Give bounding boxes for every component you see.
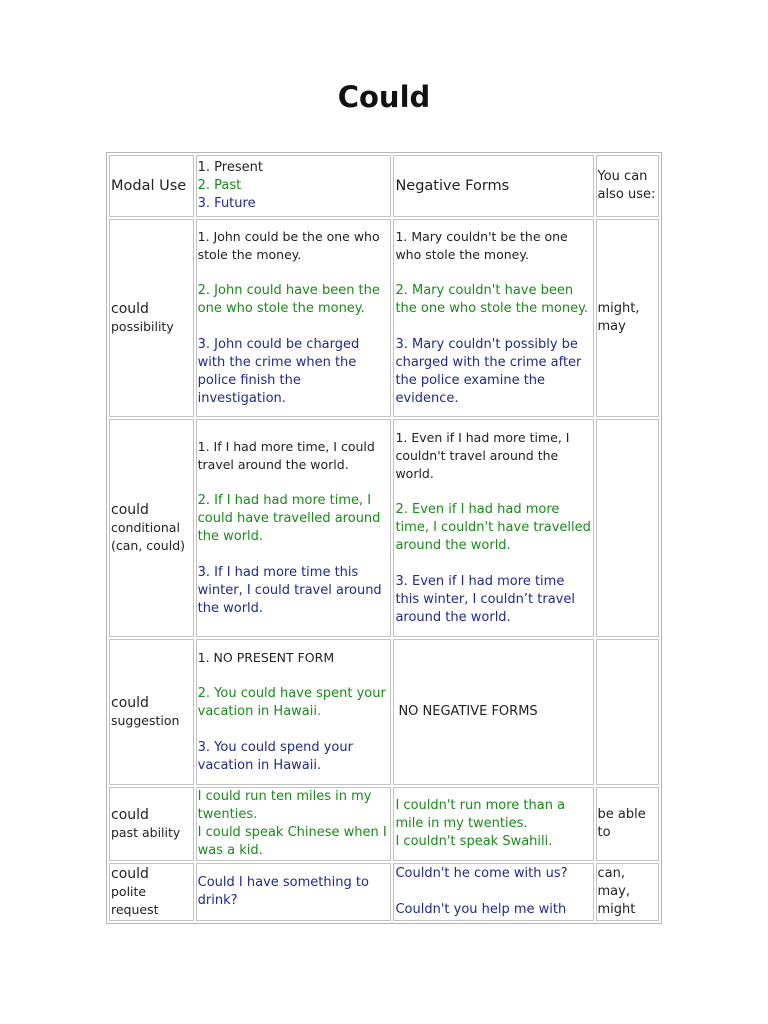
modal-use: past ability [111, 825, 181, 840]
table-row [109, 787, 659, 861]
negative-1: Couldn't he come with us? [395, 866, 568, 881]
negative-2: Couldn't you help me with [395, 902, 567, 917]
example-present: 1. John could be the one who stole the money. [197, 229, 380, 262]
header-tense-past: 2. Past [197, 178, 242, 193]
also-use-possibility: might, may [596, 219, 659, 417]
header-also-use: You can also use: [596, 155, 659, 217]
table-row [109, 219, 659, 417]
negatives-conditional [393, 419, 593, 637]
negative-2: I couldn't speak Swahili. [395, 834, 553, 849]
negative-future: 3. Mary couldn't possibly be charged with the crime after the police examine the evidence. [395, 337, 582, 406]
modal-word: could [111, 807, 149, 823]
negative-past: 2. Mary couldn't have been the one who stole the money. [395, 283, 589, 316]
example-future: 3. John could be charged with the crime when the police finish the investigation. [197, 337, 360, 406]
modal-use: conditional (can, could) [111, 520, 186, 553]
row-label-possibility [109, 219, 194, 417]
example-present: 1. If I had more time, I could travel around the world. [197, 439, 375, 472]
modal-word: could [111, 695, 149, 711]
also-use-conditional [596, 419, 659, 637]
header-negative-forms: Negative Forms [393, 155, 593, 217]
negative-1: I couldn't run more than a mile in my twenties. [395, 798, 566, 831]
example-future: 3. If I had more time this winter, I could travel around the world. [197, 565, 382, 616]
header-modal-use: Modal Use [109, 155, 194, 217]
modal-word: could [111, 301, 149, 317]
example-2: I could speak Chinese when I was a kid. [197, 825, 387, 858]
example-past: 2. You could have spent your vacation in Hawaii. [197, 686, 386, 719]
negatives-possibility [393, 219, 593, 417]
example-1: Could I have something to drink? [197, 875, 369, 908]
example-1: I could run ten miles in my twenties. [197, 789, 372, 822]
negatives-suggestion: NO NEGATIVE FORMS [393, 639, 593, 785]
negative-present: 1. Even if I had more time, I couldn't travel around the world. [395, 430, 570, 481]
examples-conditional [196, 419, 392, 637]
examples-polite-request [196, 863, 392, 921]
header-tense-present: 1. Present [197, 160, 263, 175]
table-row [109, 863, 659, 921]
header-tenses [196, 155, 392, 217]
also-use-suggestion [596, 639, 659, 785]
examples-suggestion [196, 639, 392, 785]
row-label-conditional [109, 419, 194, 637]
page-title: Could [337, 80, 431, 114]
modal-word: could [111, 502, 149, 518]
table-header-row [109, 155, 659, 217]
example-future: 3. You could spend your vacation in Hawaii. [197, 740, 353, 773]
row-label-polite-request [109, 863, 194, 921]
example-past: 2. If I had had more time, I could have travelled around the world. [197, 493, 381, 544]
modal-use: possibility [111, 319, 174, 334]
modal-use: suggestion [111, 713, 180, 728]
negatives-polite-request [393, 863, 593, 921]
row-label-suggestion [109, 639, 194, 785]
negative-present: 1. Mary couldn't be the one who stole the money. [395, 229, 568, 262]
table-row [109, 639, 659, 785]
row-label-past-ability [109, 787, 194, 861]
example-present: 1. NO PRESENT FORM [197, 650, 335, 665]
modal-word: could [111, 866, 149, 882]
negative-future: 3. Even if I had more time this winter, I couldn’t travel around the world. [395, 574, 575, 625]
negative-past: 2. Even if I had had more time, I couldn't have travelled around the world. [395, 502, 591, 553]
table-row [109, 419, 659, 637]
also-use-polite-request: can, may, might [596, 863, 659, 921]
also-use-past-ability: be able to [596, 787, 659, 861]
examples-past-ability [196, 787, 392, 861]
negatives-past-ability [393, 787, 593, 861]
modal-use: polite request [111, 884, 159, 917]
example-past: 2. John could have been the one who stole the money. [197, 283, 380, 316]
header-tense-future: 3. Future [197, 196, 256, 211]
modal-usage-table [106, 152, 662, 924]
examples-possibility [196, 219, 392, 417]
